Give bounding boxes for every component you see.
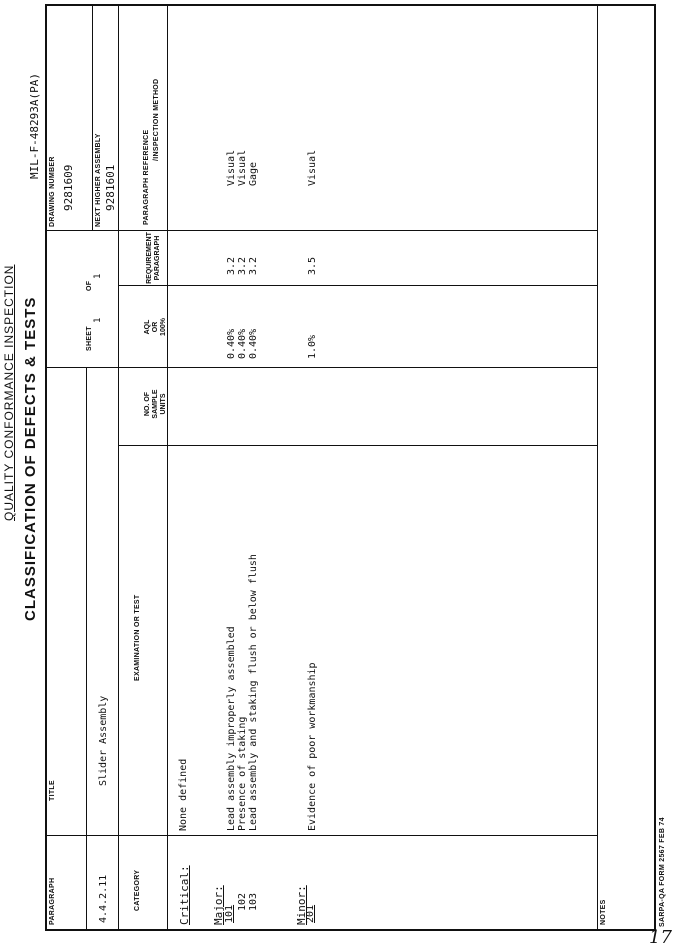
row-requirement: 3.2: [248, 256, 259, 275]
row-category: 102: [237, 892, 248, 911]
qci-heading: QUALITY CONFORMANCE INSPECTION: [2, 264, 16, 521]
sheet-number: 1: [93, 317, 103, 323]
page-number: 17: [649, 927, 672, 949]
vline-aql: [118, 285, 597, 286]
row-exam: Lead assembly and staking flush or below flush: [248, 554, 259, 831]
outer-border-left: [45, 929, 656, 931]
critical-heading: Critical:: [178, 865, 191, 925]
title-label: TITLE: [49, 780, 56, 801]
rule-para: [86, 368, 87, 931]
paragraph-value: 4.4.2.11: [98, 874, 109, 923]
of-number: 1: [93, 273, 103, 279]
drawing-number-label: DRAWING NUMBER: [49, 156, 56, 227]
inspection-method-header-2: /INSPECTION METHOD: [153, 78, 160, 161]
outer-border-bottom: [654, 4, 656, 931]
next-higher-assembly-value: 9281601: [104, 164, 117, 211]
vline-exam: [118, 445, 597, 446]
row-exam: Lead assembly improperly assembled: [226, 626, 237, 831]
row-method: Gage: [248, 161, 259, 186]
row-exam: Evidence of poor workmanship: [307, 662, 318, 831]
notes-label: NOTES: [600, 899, 607, 925]
form-title: CLASSIFICATION OF DEFECTS & TESTS: [22, 296, 39, 621]
row-aql: 0.40%: [237, 328, 248, 359]
vline-title: [46, 367, 597, 368]
next-higher-assembly-label: NEXT HIGHER ASSEMBLY: [95, 133, 102, 227]
of-label: OF: [86, 280, 93, 291]
sheet-label: SHEET: [86, 326, 93, 351]
vline-category: [46, 835, 597, 836]
title-value: Slider Assembly: [98, 695, 109, 786]
vline-req: [46, 230, 597, 231]
row-category: 201: [305, 904, 316, 923]
paragraph-label: PARAGRAPH: [49, 877, 56, 925]
row-category: 101: [224, 904, 235, 923]
row-method: Visual: [237, 149, 248, 186]
requirement-header: REQUIREMENT PARAGRAPH: [146, 232, 161, 284]
category-header: CATEGORY: [134, 869, 141, 911]
rule-dwg: [92, 6, 93, 231]
row-aql: 1.0%: [307, 334, 318, 359]
sample-units-header: NO. OF SAMPLE UNITS: [144, 389, 167, 419]
row-aql: 0.40%: [248, 328, 259, 359]
aql-header: AQL OR 100%: [144, 318, 167, 336]
form-footer: SARPA-QA FORM 2567 FEB 74: [659, 817, 666, 927]
minor-heading: Minor:: [295, 885, 308, 925]
outer-border-right: [45, 4, 656, 6]
rule-notes: [597, 6, 598, 931]
row-exam: Presence of staking: [237, 716, 248, 831]
row-method: Visual: [226, 149, 237, 186]
critical-none: None defined: [178, 758, 189, 831]
row-requirement: 3.2: [237, 256, 248, 275]
spec-number: MIL-F-48293A(PA): [28, 73, 41, 179]
major-heading: Major:: [212, 885, 225, 925]
outer-border-top: [45, 4, 47, 931]
drawing-number-value: 9281609: [62, 164, 75, 211]
row-requirement: 3.2: [226, 256, 237, 275]
rule-title: [118, 6, 119, 931]
exam-header: EXAMINATION OR TEST: [134, 594, 141, 681]
inspection-method-header: PARAGRAPH REFERENCE: [143, 129, 150, 225]
row-category: 103: [248, 892, 259, 911]
rule-headers: [167, 6, 168, 931]
row-method: Visual: [307, 149, 318, 186]
row-aql: 0.40%: [226, 328, 237, 359]
row-requirement: 3.5: [307, 256, 318, 275]
